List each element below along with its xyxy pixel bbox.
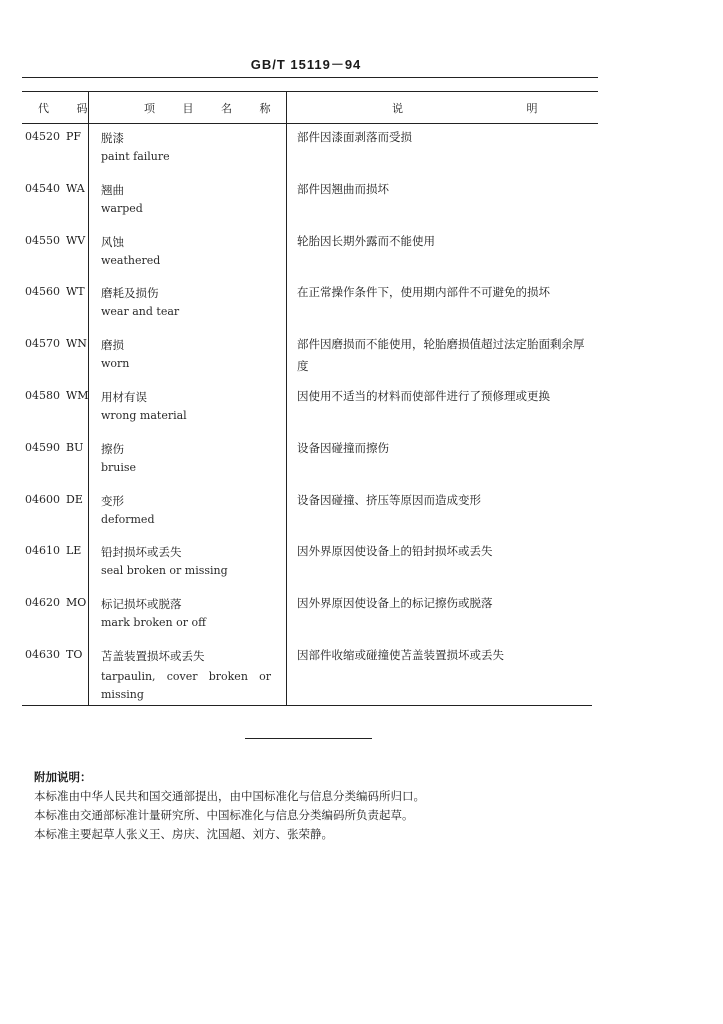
row-name-en: bruise xyxy=(101,461,137,474)
row-desc: 轮胎因长期外露而不能使用 xyxy=(297,234,435,248)
row-abbr: LE xyxy=(66,544,82,557)
row-code: 04550 xyxy=(25,234,60,247)
supplementary-notes xyxy=(34,768,425,844)
row-name-zh: 铅封损坏或丢失 xyxy=(101,545,182,559)
row-code: 04520 xyxy=(25,130,60,143)
row-code: 04630 xyxy=(25,648,60,661)
row-desc: 部件因漆面剥落而受损 xyxy=(297,130,412,144)
row-abbr: WA xyxy=(66,182,85,195)
row-name-zh: 磨损 xyxy=(101,338,124,352)
notes-heading: 附加说明： xyxy=(34,770,92,784)
table-bottom-rule xyxy=(22,705,592,706)
row-name-zh: 苫盖装置损坏或丢失 xyxy=(101,649,205,663)
row-name-zh: 擦伤 xyxy=(101,442,124,456)
table-top-rule xyxy=(22,91,598,92)
row-name-zh: 磨耗及损伤 xyxy=(101,286,159,300)
row-name-en: wrong material xyxy=(101,409,187,422)
row-abbr: DE xyxy=(66,493,83,506)
row-name-en: paint failure xyxy=(101,150,170,163)
row-code: 04540 xyxy=(25,182,60,195)
row-name-zh: 变形 xyxy=(101,494,124,508)
row-name-en: warped xyxy=(101,202,143,215)
row-name-en: weathered xyxy=(101,254,161,267)
row-desc: 因使用不适当的材料而使部件进行了预修理或更换 xyxy=(297,389,550,403)
row-name-en: tarpaulin, cover broken or missing xyxy=(101,670,271,701)
row-name-en: wear and tear xyxy=(101,305,180,318)
row-abbr: WV xyxy=(66,234,86,247)
row-desc: 设备因碰撞而擦伤 xyxy=(297,441,389,455)
row-code: 04620 xyxy=(25,596,60,609)
row-code: 04580 xyxy=(25,389,60,402)
row-name-en: deformed xyxy=(101,513,155,526)
row-name-zh: 用材有误 xyxy=(101,390,147,404)
page-header-title: GB/T 15119－94 xyxy=(250,57,362,72)
row-abbr: TO xyxy=(66,648,83,661)
row-code: 04590 xyxy=(25,441,60,454)
row-desc: 因外界原因使设备上的铅封损坏或丢失 xyxy=(297,544,493,558)
notes-line: 本标准主要起草人张义王、房庆、沈国超、刘方、张荣静。 xyxy=(34,827,333,841)
row-desc: 因部件收缩或碰撞使苫盖装置损坏或丢失 xyxy=(297,648,504,662)
row-abbr: MO xyxy=(66,596,87,609)
row-abbr: WM xyxy=(66,389,89,402)
row-desc: 在正常操作条件下，使用期内部件不可避免的损坏 xyxy=(297,285,550,299)
column-header-name: 项 目 名 称 xyxy=(144,102,283,115)
row-code: 04600 xyxy=(25,493,60,506)
notes-line: 本标准由交通部标准计量研究所、中国标准化与信息分类编码所负责起草。 xyxy=(34,808,414,822)
column-divider-name xyxy=(286,91,287,705)
row-desc: 因外界原因使设备上的标记擦伤或脱落 xyxy=(297,596,493,610)
column-header-code: 代 码 xyxy=(38,102,100,115)
row-name-zh: 翘曲 xyxy=(101,183,124,197)
row-code: 04570 xyxy=(25,337,60,350)
row-desc: 部件因翘曲而损坏 xyxy=(297,182,389,196)
row-name-zh: 风蚀 xyxy=(101,235,124,249)
row-abbr: WN xyxy=(66,337,87,350)
row-name-zh: 标记损坏或脱落 xyxy=(101,597,182,611)
row-abbr: BU xyxy=(66,441,84,454)
table-head-rule xyxy=(22,123,598,124)
row-name-en: worn xyxy=(101,357,130,370)
row-desc: 部件因磨损而不能使用，轮胎磨损值超过法定胎面剩余厚度 xyxy=(297,337,585,373)
header-rule xyxy=(22,77,598,78)
row-abbr: PF xyxy=(66,130,82,143)
row-abbr: WT xyxy=(66,285,85,298)
row-name-en: seal broken or missing xyxy=(101,564,228,577)
row-name-zh: 脱漆 xyxy=(101,131,124,145)
column-header-desc: 说 明 xyxy=(392,102,598,115)
row-name-en: mark broken or off xyxy=(101,616,206,629)
notes-line: 本标准由中华人民共和国交通部提出，由中国标准化与信息分类编码所归口。 xyxy=(34,789,425,803)
section-divider xyxy=(245,738,372,739)
row-desc: 设备因碰撞、挤压等原因而造成变形 xyxy=(297,493,481,507)
row-code: 04560 xyxy=(25,285,60,298)
row-code: 04610 xyxy=(25,544,60,557)
